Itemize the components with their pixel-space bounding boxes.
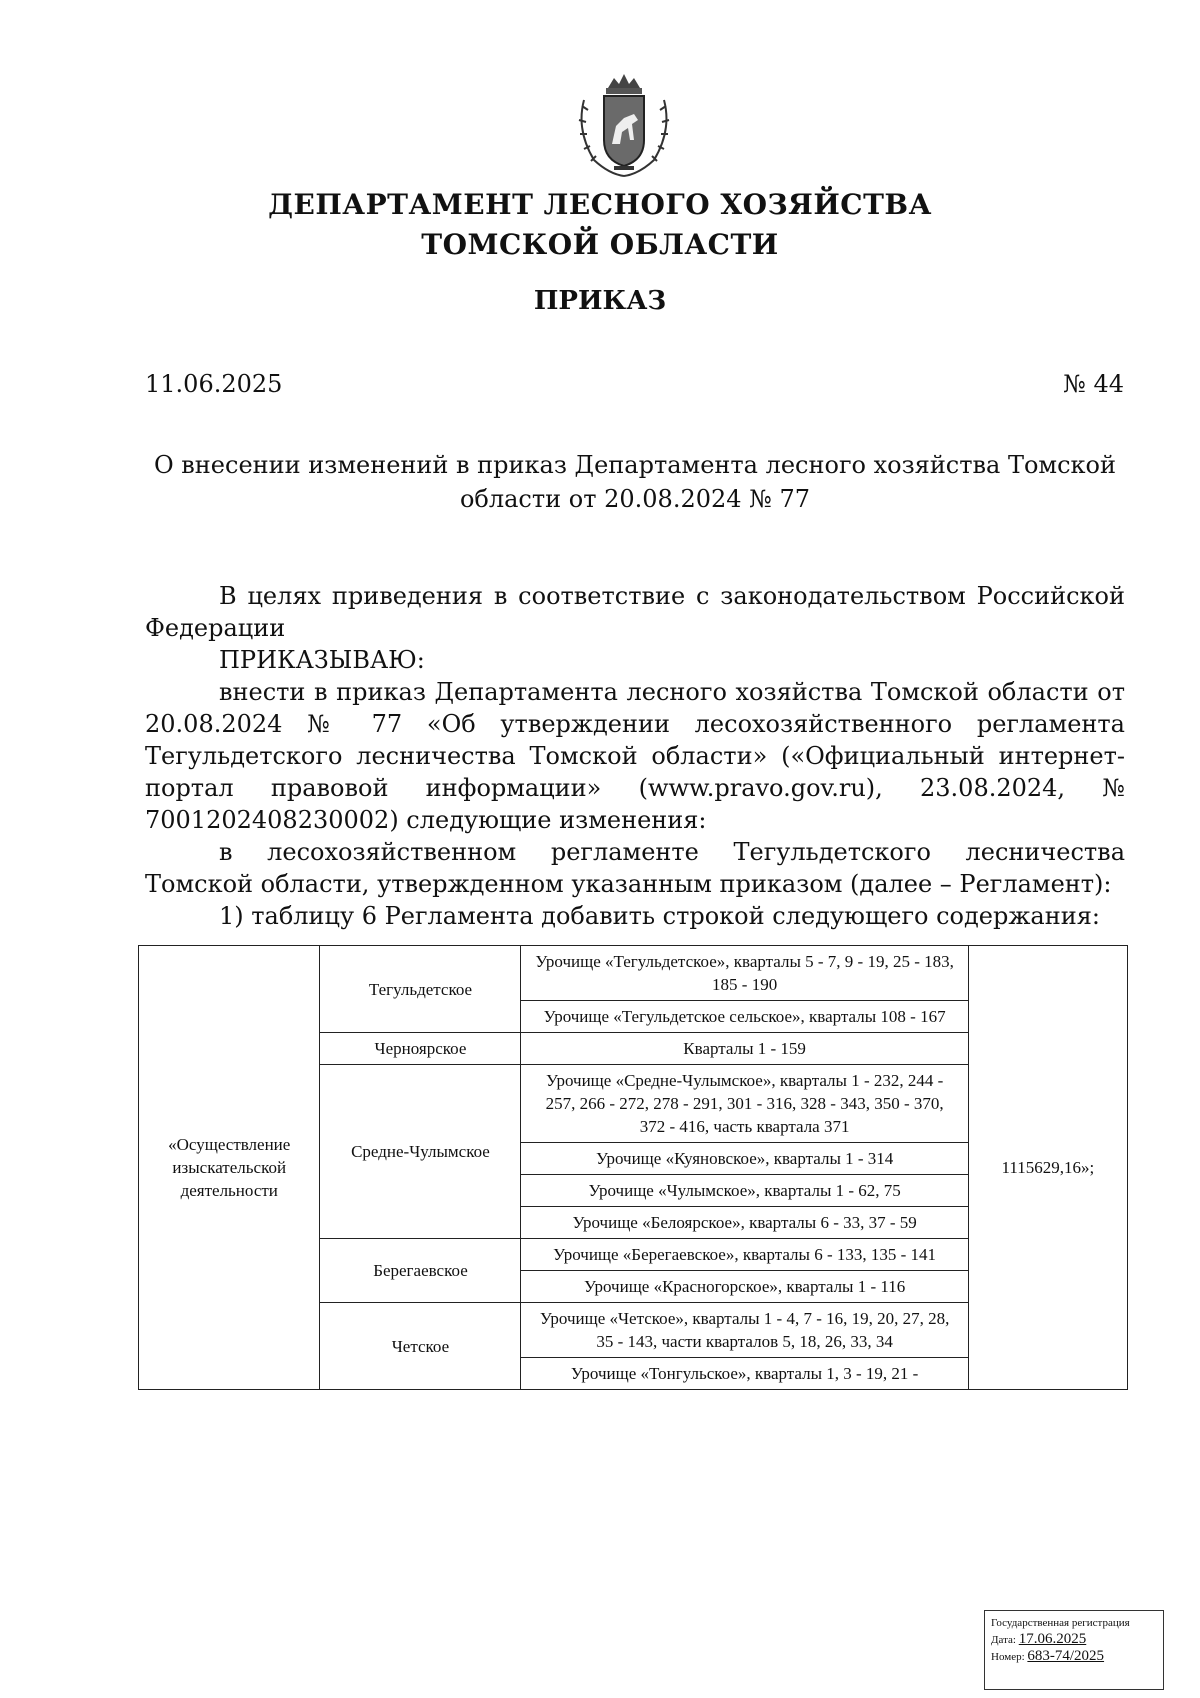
tract-cell: Урочище «Чулымское», кварталы 1 - 62, 75 <box>521 1175 968 1207</box>
tract-cell: Урочище «Красногорское», кварталы 1 - 116 <box>521 1271 968 1303</box>
area-cell: 1115629,16»; <box>968 946 1127 1390</box>
tract-cell: Урочище «Белоярское», кварталы 6 - 33, 37 - 59 <box>521 1207 968 1239</box>
registration-date-label: Дата: <box>991 1634 1016 1646</box>
regulation-table <box>138 945 1128 1390</box>
forestry-cell: Берегаевское <box>320 1239 521 1303</box>
doc-type: ПРИКАЗ <box>533 286 667 316</box>
amendment-paragraph: внести в приказ Департамента лесного хозяйства Томской области от 20.08.2024 № 77 «Об утверждении лесохозяйственного регламента Тегульдетского лесничества Томской области» («Официальный интернет-портал правовой информации» (www.pravo.gov.ru), 23.08.2024, № 7001202408230002) следующие изменения: <box>145 678 1125 834</box>
order-directive: ПРИКАЗЫВАЮ: <box>219 646 425 674</box>
forestry-cell: Черноярское <box>320 1033 521 1065</box>
item-1-paragraph: 1) таблицу 6 Регламента добавить строкой следующего содержания: <box>219 902 1100 930</box>
registration-number: 683-74/2025 <box>1027 1648 1105 1664</box>
activity-cell: «Осуществление изыскательской деятельности <box>139 946 320 1390</box>
tract-cell: Урочище «Четское», кварталы 1 - 4, 7 - 16, 19, 20, 27, 28, 35 - 143, части кварталов 5, 18, 26, 33, 34 <box>521 1303 968 1358</box>
order-date: 11.06.2025 <box>145 370 283 398</box>
registration-date: 17.06.2025 <box>1018 1631 1087 1647</box>
order-subject: О внесении изменений в приказ Департамента лесного хозяйства Томской области от 20.08.2024 № 77 <box>153 451 1116 513</box>
registration-number-label: Номер: <box>991 1651 1025 1663</box>
registration-stamp <box>984 1610 1164 1690</box>
registration-heading: Государственная регистрация <box>991 1617 1130 1629</box>
forestry-cell: Тегульдетское <box>320 946 521 1033</box>
preamble-paragraph: В целях приведения в соответствие с законодательством Российской Федерации <box>145 582 1125 642</box>
tract-cell: Урочище «Тегульдетское сельское», кварталы 108 - 167 <box>521 1001 968 1033</box>
org-name-line2: ТОМСКОЙ ОБЛАСТИ <box>421 228 779 261</box>
tract-cell: Урочище «Средне-Чулымское», кварталы 1 - 232, 244 - 257, 266 - 272, 278 - 291, 301 - 316, 328 - 343, 350 - 370, 372 - 416, часть квартала 371 <box>521 1065 968 1143</box>
table-row <box>139 946 1128 1001</box>
org-name-line1: ДЕПАРТАМЕНТ ЛЕСНОГО ХОЗЯЙСТВА <box>268 188 932 221</box>
tract-cell: Урочище «Берегаевское», кварталы 6 - 133, 135 - 141 <box>521 1239 968 1271</box>
order-body <box>145 580 1125 932</box>
coat-of-arms-icon <box>574 70 674 180</box>
order-number: № 44 <box>1063 370 1124 398</box>
forestry-cell: Средне-Чулымское <box>320 1065 521 1239</box>
tract-cell: Урочище «Тонгульское», кварталы 1, 3 - 19, 21 - <box>521 1358 968 1390</box>
regulation-paragraph: в лесохозяйственном регламенте Тегульдетского лесничества Томской области, утвержденном указанным приказом (далее – Регламент): <box>145 838 1125 898</box>
forestry-cell: Четское <box>320 1303 521 1390</box>
tract-cell: Кварталы 1 - 159 <box>521 1033 968 1065</box>
tract-cell: Урочище «Куяновское», кварталы 1 - 314 <box>521 1143 968 1175</box>
tract-cell: Урочище «Тегульдетское», кварталы 5 - 7, 9 - 19, 25 - 183, 185 - 190 <box>521 946 968 1001</box>
